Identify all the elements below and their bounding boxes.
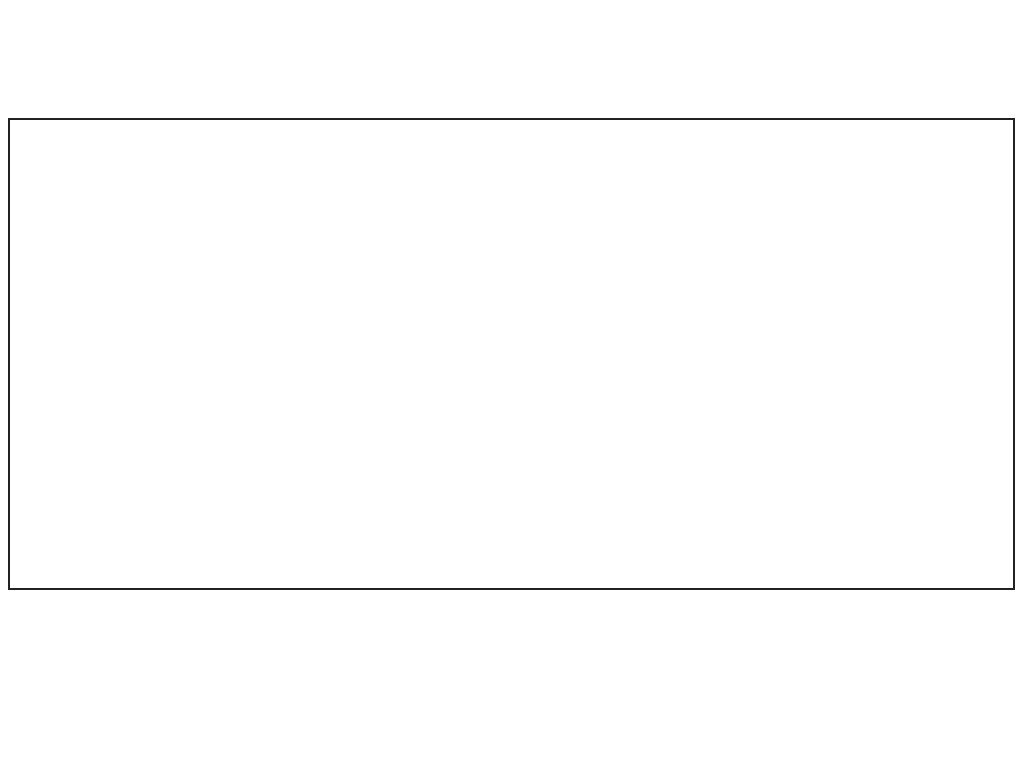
table-frame bbox=[8, 118, 1015, 590]
